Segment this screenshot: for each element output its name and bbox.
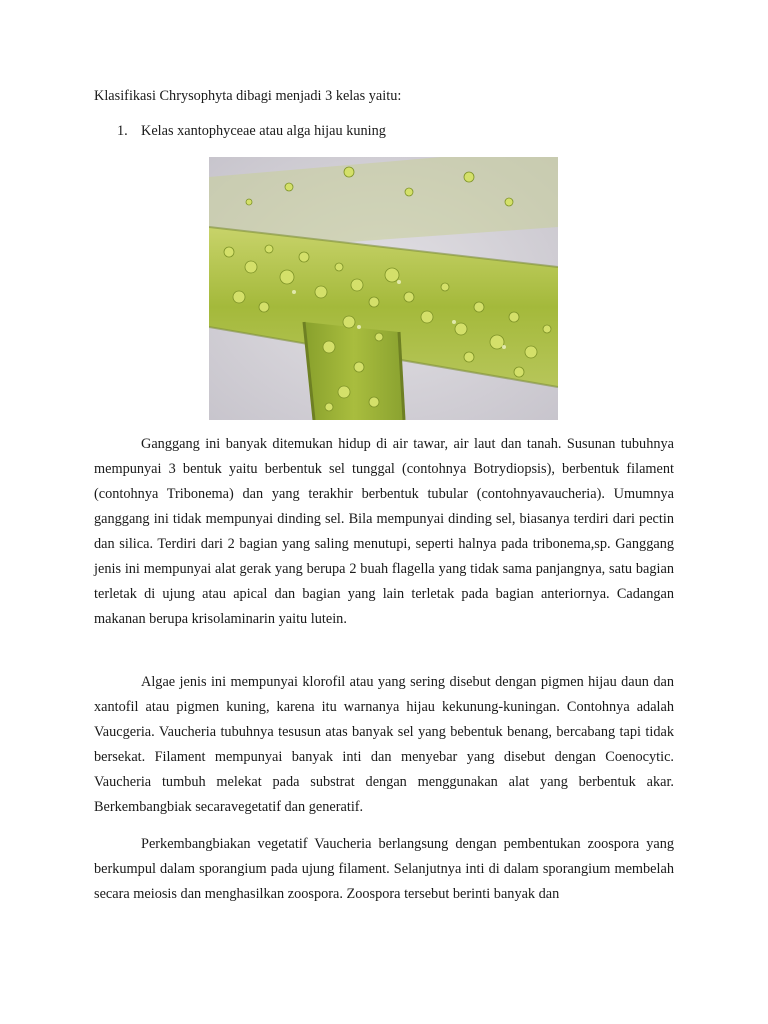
- paragraph-1: Ganggang ini banyak ditemukan hidup di air tawar, air laut dan tanah. Susunan tubuhnya mempunyai 3 bentuk yaitu berbentuk sel tunggal (contohnya Botrydiopsis), berbentuk filament (contohnya Tribonema) dan yang terakhir berbentuk tubular (contohnyavaucheria). Umumnya ganggang ini tidak mempunyai dinding sel. Bila mempunyai dinding sel, biasanya terdiri dari pectin dan silica. Terdiri dari 2 bagian yang saling menutupi, seperti halnya pada tribonema,sp. Ganggang jenis ini mempunyai alat gerak yang berupa 2 buah flagella yang tidak sama panjangnya, satu bagian terletak di ujung atau apical dan bagian yang lain terletak pada bagian anteriornya. Cadangan makanan berupa krisolaminarin yaitu lutein.: [94, 436, 674, 627]
- microscope-photo-icon: [209, 157, 558, 420]
- paragraph-2: Algae jenis ini mempunyai klorofil atau yang sering disebut dengan pigmen hijau daun dan xantofil atau pigmen kuning, karena itu warnanya hijau kekunung-kuningan. Contohnya adalah Vaucgeria. Vaucheria tubuhnya tesusun atas banyak sel yang bebentuk benang, bercabang tapi tidak bersekat. Filament mempunyai banyak inti dan menyebar yang disebut dengan Coenocytic. Vaucheria tumbuh melekat pada substrat dengan menggunakan alat yang berbentuk akar. Berkembangbiak secaravegetatif dan generatif.: [94, 674, 674, 815]
- intro-text: Klasifikasi Chrysophyta dibagi menjadi 3 kelas yaitu:: [94, 88, 402, 104]
- paragraph-3: Perkembangbiakan vegetatif Vaucheria berlangsung dengan pembentukan zoospora yang berkumpul dalam sporangium pada ujung filament. Selanjutnya inti di dalam sporangium membelah secara meiosis dan menghasilkan zoospora. Zoospora tersebut berinti banyak dan: [94, 836, 674, 902]
- list-item-text: Kelas xantophyceae atau alga hijau kuning: [141, 123, 386, 139]
- list-number: 1.: [117, 123, 128, 139]
- list-item-1: [117, 122, 386, 140]
